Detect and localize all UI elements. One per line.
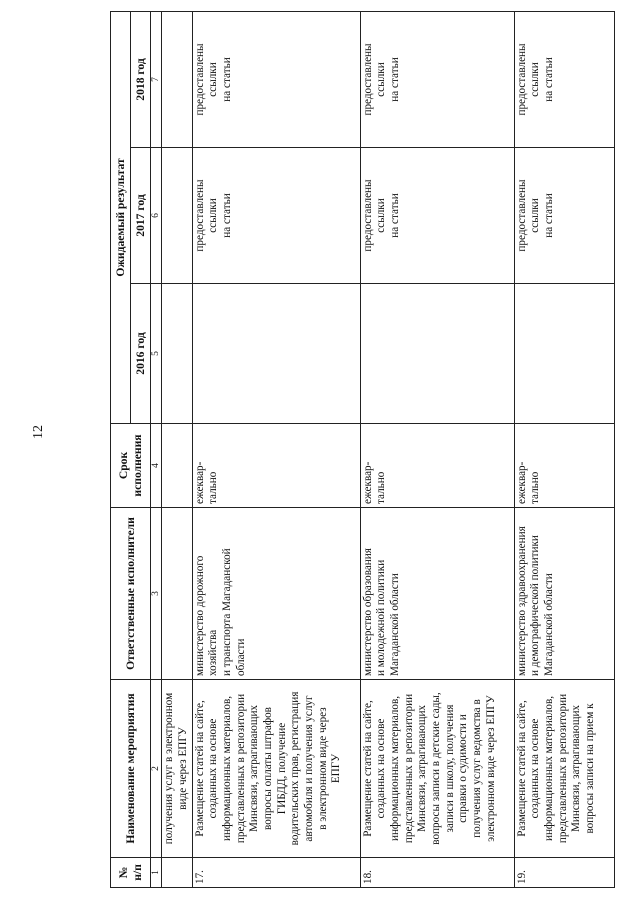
cell-2018 [162,11,192,147]
cell-term: ежеквар- тально [192,424,360,508]
cell-name: Размещение статей на сайте, созданных на основе информационных материалов, представленных в репозитории Минсвязи, затрагивающих вопросы записи в детские сады, записи в школу, получения справки о судимости и получения услуг ведомства в электронном виде через ЕПГУ [360,680,514,858]
cell-2018: предоставлены ссылки на статьи [514,11,614,147]
cell-2016 [162,284,192,424]
col-header-2018: 2018 год [131,11,151,147]
header-row-1 [111,11,131,887]
cell-2016 [192,284,360,424]
rotated-table-container [110,12,615,888]
col-header-expected-result: Ожидаемый результат [111,11,131,423]
col-header-2017: 2017 год [131,148,151,284]
table-row [360,11,514,887]
continuation-row [162,11,192,887]
index-cell: 3 [151,508,162,680]
cell-responsible: министерство образования и молодежной политики Магаданской области [360,508,514,680]
column-index-row [151,11,162,887]
index-cell: 5 [151,284,162,424]
cell-responsible: министерство здравоохранения и демографической политики Магаданской области [514,508,614,680]
cell-name: получения услуг в электронном виде через ЕПГУ [162,680,192,858]
index-cell: 6 [151,148,162,284]
cell-name: Размещение статей на сайте, созданных на основе информационных материалов, представленных в репозитории Минсвязи, затрагивающих вопросы записи на прием к [514,680,614,858]
cell-2018: предоставлены ссылки на статьи [192,11,360,147]
cell-responsible: министерство дорожного хозяйства и транспорта Магаданской области [192,508,360,680]
cell-num: 19. [514,858,614,888]
col-header-responsible: Ответственные исполнители [111,508,151,680]
col-header-name: Наименование мероприятия [111,680,151,858]
cell-2017: предоставлены ссылки на статьи [514,148,614,284]
cell-term [162,424,192,508]
cell-responsible [162,508,192,680]
cell-term: ежеквар- тально [514,424,614,508]
cell-term: ежеквар- тально [360,424,514,508]
col-header-term: Срок исполнения [111,424,151,508]
index-cell: 2 [151,680,162,858]
index-cell: 7 [151,11,162,147]
cell-num: 17. [192,858,360,888]
page-number: 12 [31,425,46,439]
measures-table [110,11,615,888]
table-row [192,11,360,887]
cell-2017 [162,148,192,284]
index-cell: 4 [151,424,162,508]
cell-2017: предоставлены ссылки на статьи [360,148,514,284]
cell-2017: предоставлены ссылки на статьи [192,148,360,284]
cell-2016 [360,284,514,424]
cell-name: Размещение статей на сайте, созданных на основе информационных материалов, представленных в репозитории Минсвязи, затрагивающих вопросы оплаты штрафов ГИБДД, получение водительских прав, регистрация автомобиля и получения услуг в электронном виде через ЕПГУ [192,680,360,858]
col-header-num: № н/п [111,858,151,888]
cell-2018: предоставлены ссылки на статьи [360,11,514,147]
table-row [514,11,614,887]
col-header-2016: 2016 год [131,284,151,424]
index-cell: 1 [151,858,162,888]
cell-num: 18. [360,858,514,888]
cell-num [162,858,192,888]
cell-2016 [514,284,614,424]
